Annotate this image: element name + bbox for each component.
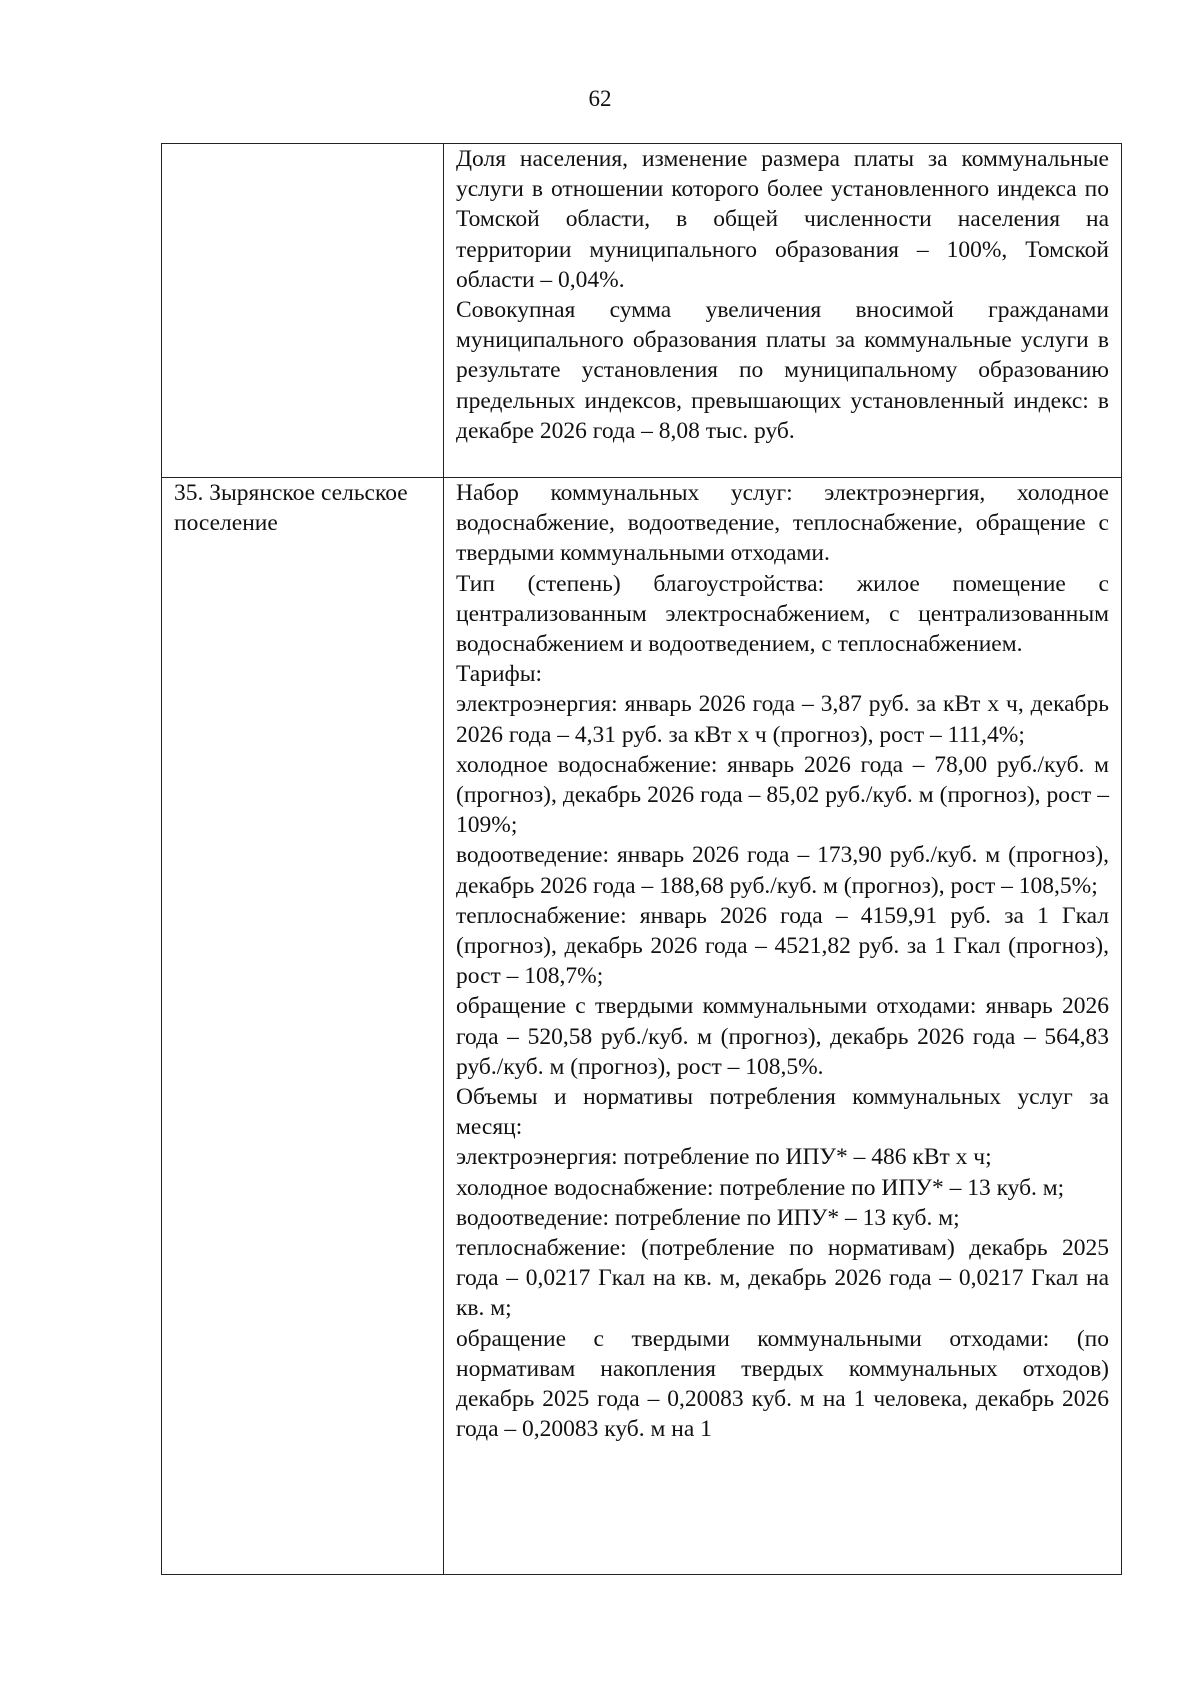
paragraph: водоотведение: потребление по ИПУ* – 13 куб. м; bbox=[456, 1204, 960, 1231]
description-cell bbox=[444, 144, 1122, 478]
paragraph: теплоснабжение: январь 2026 года – 4159,91 руб. за 1 Гкал (прогноз), декабрь 2026 года – 4521,82 руб. за 1 Гкал (прогноз), рост – 108,7%; bbox=[456, 902, 1109, 990]
paragraph: теплоснабжение: (потребление по нормативам) декабрь 2025 года – 0,0217 Гкал на кв. м, декабрь 2026 года – 0,0217 Гкал на кв. м; bbox=[456, 1235, 1109, 1322]
paragraph: Объемы и нормативы потребления коммунальных услуг за месяц: bbox=[456, 1084, 1109, 1141]
paragraph: обращение с твердыми коммунальными отходами: январь 2026 года – 520,58 руб./куб. м (прогноз), декабрь 2026 года – 564,83 руб./куб. м (прогноз), рост – 108,5%. bbox=[456, 993, 1109, 1080]
paragraph: водоотведение: январь 2026 года – 173,90 руб./куб. м (прогноз), декабрь 2026 года – 188,68 руб./куб. м (прогноз), рост – 108,5%; bbox=[456, 842, 1109, 899]
paragraph: электроэнергия: потребление по ИПУ* – 486 кВт х ч; bbox=[456, 1144, 992, 1171]
paragraph: Тарифы: bbox=[456, 661, 543, 688]
paragraph: Доля населения, изменение размера платы за коммунальные услуги в отношении которого более установленного индекса по Томской области, в общей численности населения на территории муниципального образования – 100%, Томской области – 0,04%. bbox=[456, 146, 1109, 293]
municipal-tariff-table bbox=[161, 143, 1122, 1575]
description-cell bbox=[444, 478, 1122, 1575]
paragraph: обращение с твердыми коммунальными отходами: (по нормативам накопления твердых коммунальных отходов) декабрь 2025 года – 0,20083 куб. м на 1 человека, декабрь 2026 года – 0,20083 куб. м на 1 bbox=[456, 1325, 1109, 1443]
paragraph: Набор коммунальных услуг: электроэнергия, холодное водоснабжение, водоотведение, теплоснабжение, обращение с твердыми коммунальными отходами. bbox=[456, 480, 1109, 567]
municipality-cell bbox=[162, 144, 444, 478]
municipality-cell bbox=[162, 478, 444, 1575]
table-row bbox=[162, 144, 1122, 478]
paragraph: электроэнергия: январь 2026 года – 3,87 руб. за кВт х ч, декабрь 2026 года – 4,31 руб. за кВт х ч (прогноз), рост – 111,4%; bbox=[456, 691, 1109, 748]
paragraph: Тип (степень) благоустройства: жилое помещение с централизованным электроснабжением, с централизованным водоснабжением и водоотведением, с теплоснабжением. bbox=[456, 570, 1109, 658]
paragraph: холодное водоснабжение: январь 2026 года – 78,00 руб./куб. м (прогноз), декабрь 2026 года – 85,02 руб./куб. м (прогноз), рост – 109%; bbox=[456, 751, 1109, 839]
table-row bbox=[162, 478, 1122, 1575]
municipality-name: 35. Зырянское сельское поселение bbox=[174, 480, 408, 537]
paragraph: холодное водоснабжение: потребление по ИПУ* – 13 куб. м; bbox=[456, 1174, 1065, 1201]
paragraph: Совокупная сумма увеличения вносимой гражданами муниципального образования платы за коммунальные услуги в результате установления по муниципальному образованию предельных индексов, превышающих установленный индекс: в декабре 2026 года – 8,08 тыс. руб. bbox=[456, 297, 1109, 444]
page-number: 62 bbox=[588, 86, 612, 111]
